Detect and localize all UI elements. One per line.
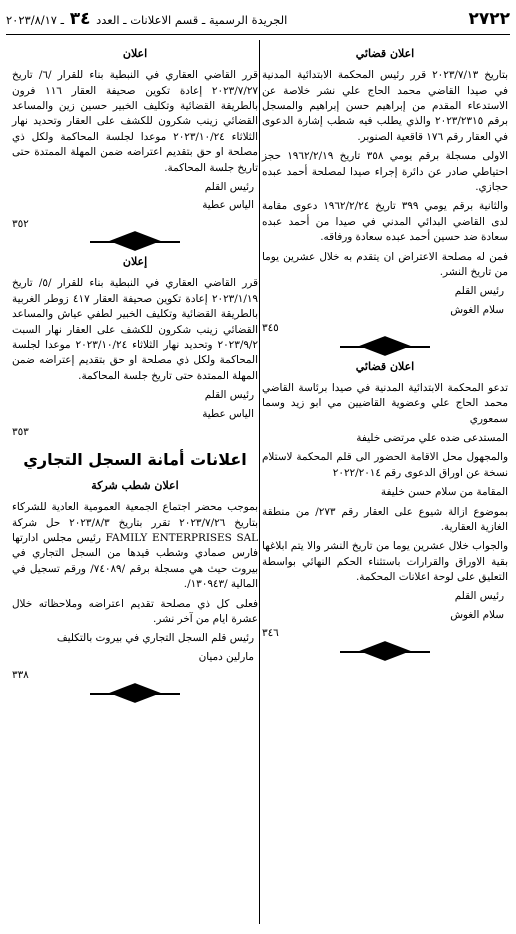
signature-role: رئيس القلم (204, 181, 254, 193)
notice-title: اعلان قضائي (355, 47, 415, 60)
notice-number: ٣٥٢ (12, 217, 29, 230)
issue-number: ٣٤ (69, 9, 91, 29)
notice-paragraph: قرر القاضي العقاري في النبطية بناء للقرار /٦/ تاريخ ٢٠٢٣/٧/٢٧ إعادة تكوين صحيفة العقار ١١٦ فرون بالطريقة القضائية وتكليف الخبير حسين زين والمساعد القضائي زينب شكرون للكشف على العقار وتحديد نهار الثلاثاء ٢٠٢٣/١٠/٢٤ موعدا لجلسة المحاكمة ولكل ذي مصلحة او حق بتقديم اعتراضه ضمن المهلة الممتدة حتى تاريخ جلسة المحاكمة. (12, 69, 258, 174)
section-separator (340, 343, 430, 351)
right-column (262, 40, 508, 664)
signature-name: الياس عطية (202, 199, 254, 212)
notice-paragraph: قرر القاضي العقاري في النبطية بناء للقرار /٥/ تاريخ ٢٠٢٣/١/١٩ إعادة تكوين صحيفة العقار ٤١٧ زوطر الغربية بالطريقة القضائية وتكليف الخبير لطفي عياش والمساعد القضائي زينب شكرون للكشف على العقار نهار السبت ٢٠٢٣/٩/٢ وتحديد نهار الثلاثاء ٢٠٢٣/١٠/٢٤ موعدا لجلسة المحاكمة ولكل ذي مصلحة او حق بتقديم إعتراضه ضمن المهلة الممتدة حتى تاريخ جلسة المحاكمة. (12, 277, 259, 382)
notice-paragraph: فمن له مصلحة الاعتراض ان يتقدم به خلال عشرين يوما من تاريخ النشر. (262, 250, 508, 278)
signature-role: رئيس القلم (204, 389, 254, 402)
notice-number: ٣٥٣ (12, 425, 29, 438)
column-divider (259, 40, 260, 924)
notice-paragraph: المستدعى ضده علي مرتضى خليفة (356, 431, 508, 444)
notice-paragraph: والمجهول محل الاقامة الحضور الى قلم المحكمة لاستلام نسخة عن اوراق الدعوى رقم ٢٠٢٢/٢٠١٤ (262, 451, 508, 479)
notice-title: اعلان شطب شركة (91, 479, 179, 493)
notice-paragraph: الاولى مسجلة برقم يومي ٣٥٨ تاريخ ١٩٦٢/٢/١٩ حجز احتياطي صادر عن دائرة إجراء صيدا لمصلحة أحمد عبده حجازي. (262, 150, 509, 193)
signature-role: رئيس قلم السجل التجاري في بيروت بالتكليف (56, 632, 254, 645)
notice-paragraph: تدعو المحكمة الابتدائية المدنية في صيدا برئاسة القاضي محمد الحاج علي وعضوية القاضيين مي ابو زيد وسما سمعوري (262, 381, 508, 425)
header-title (6, 9, 287, 29)
notice-number: ٣٣٨ (12, 669, 29, 682)
signature-role: رئيس القلم (454, 285, 504, 298)
header-gazette-title: الجريدة الرسمية ـ قسم الاعلانات ـ العدد (96, 13, 288, 27)
notice-number: ٣٤٦ (262, 627, 279, 640)
notice-paragraph: بتاريخ ٢٠٢٣/٧/١٣ قرر رئيس المحكمة الابتدائية المدنية في صيدا القاضي محمد الحاج علي نشر خلاصة عن الاستدعاء المقدم من إبراهيم حسن إبراهيم والمسجل برقم ٢٠٢٣/٢٣١٥ والذي يطلب فيه شطب إشارة الدعوى في العقار رقم ١٧٦ قاقعية الصنوبر. (262, 69, 509, 143)
notice-title: اعلان (122, 47, 148, 60)
notice-number: ٣٤٥ (262, 322, 279, 335)
signature-name: مارلين دميان (198, 650, 254, 663)
page-number: ٢٧٢٢ (468, 9, 510, 29)
section-heading: اعلانات أمانة السجل التجاري (23, 450, 247, 470)
notice-paragraph: بموضوع ازالة شيوع على العقار رقم ٢٧٣/ من منطقة الغازية العقارية. (262, 505, 508, 533)
page-header (6, 4, 510, 35)
signature-name: سلام الغوش (450, 303, 504, 316)
notice-title: إعلان (122, 255, 148, 269)
section-separator (340, 648, 430, 656)
notice-paragraph: بموجب محضر اجتماع الجمعية العمومية العادية للشركاء بتاريخ ٢٠٢٣/٧/٢٦ تقرر بتاريخ ٢٠٢٣/٨/٣ حل شركة FAMILY ENTERPRISES SAL رئيس مجلس ادارتها فارس صمادي وشطب قيدها من السجل التجاري في بيروت حيث هي مسجلة برقم /٧٤٠٨٩/ ورقم تسجيل في المالية /١٣٠٩٤٣/. (12, 501, 259, 591)
signature-name: سلام الغوش (450, 608, 504, 621)
left-column (12, 40, 258, 706)
section-separator (90, 238, 180, 246)
notice-title: اعلان قضائي (355, 359, 415, 373)
notice-paragraph: المقامة من سلام حسن خليفة (380, 486, 508, 499)
notice-paragraph: والجواب خلال عشرين يوما من تاريخ النشر والا يتم ابلاغها بقية الاوراق والقرارات باستثناء الحكم النهائي بواسطة التعليق على لوحة اعلانات المحكمة. (262, 540, 508, 584)
issue-date: ـ ٢٠٢٣/٨/١٧ (6, 13, 65, 27)
signature-role: رئيس القلم (454, 590, 504, 603)
signature-name: الياس عطية (202, 407, 254, 420)
notice-paragraph: فعلى كل ذي مصلحة تقديم اعتراضه وملاحظاته خلال عشرة ايام من آخر نشر. (12, 597, 258, 626)
section-separator (90, 690, 180, 698)
notice-paragraph: والثانية برقم يومي ٣٩٩ تاريخ ١٩٦٢/٢/٢٤ دعوى مقامة لدى القاضي البدائي المدني في صيدا من أحمد عبده سعادة ضد حسين أحمد عبده سعادة ورفاقه. (262, 200, 509, 244)
